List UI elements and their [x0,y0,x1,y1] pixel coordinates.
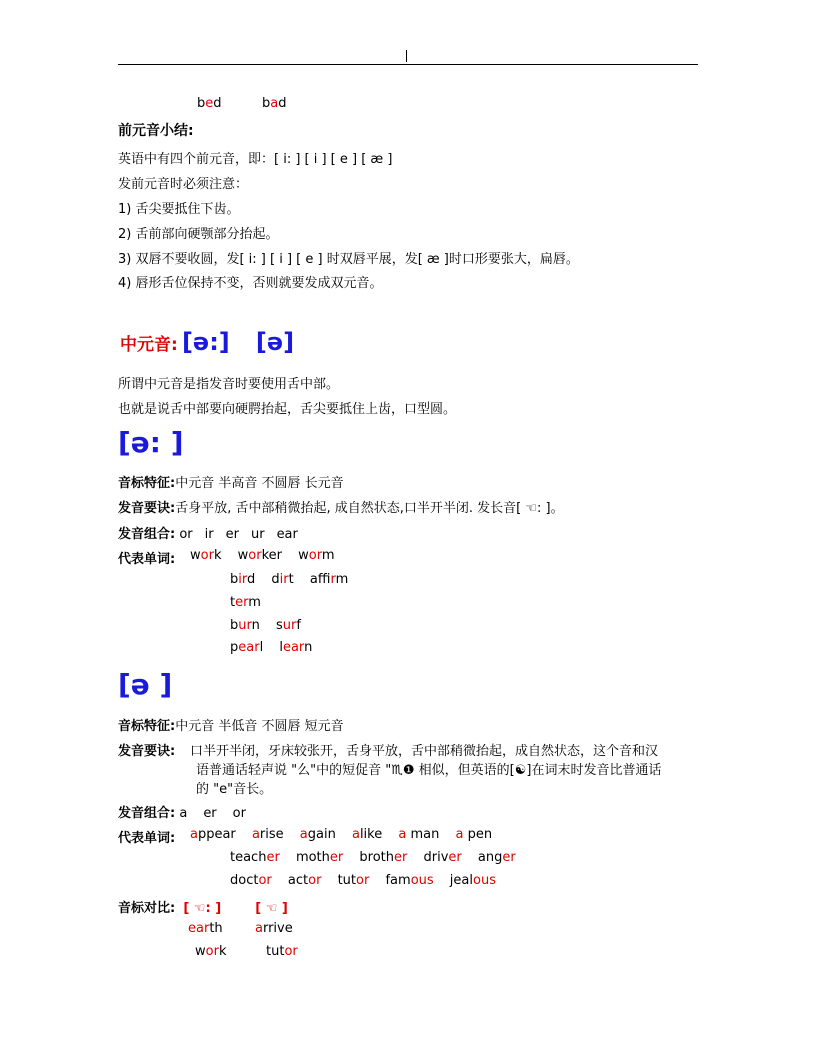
sec2-word-row [230,873,508,888]
central-heading-label: 中元音: [120,335,178,355]
word: worm [298,548,335,563]
central-heading-symbol-long: [ə:] [181,328,230,356]
sec2-compare-row: 音标对比: [ ☜: ] [ ☜ ] [118,901,288,916]
top-word-bad: bad [262,96,287,111]
sec1-word-row [230,618,313,633]
word: burn [230,618,260,633]
summary-line: 英语中有四个前元音，即：[ i: ] [ i ] [ e ] [ æ ] [118,152,393,167]
sec2-key-line: 口半开半闭，牙床较张开，舌身平放，舌中部稍微抬起，成自然状态，这个音和汉 [190,744,659,759]
top-word-bed: bed [197,96,222,111]
word: surf [276,618,301,633]
compare-word: tutor [266,944,298,959]
word: work [190,548,222,563]
sec2-key-line: 的 "e"音长。 [196,782,273,797]
sec2-feature-row: 音标特征:中元音 半低音 不圆唇 短元音 [118,719,344,734]
sec2-key-line: 语普通话轻声说 "么"中的短促音 "♏❶ 相似，但英语的[☯]在词末时发音比普通话 [196,763,662,778]
word: anger [477,850,516,865]
sec1-key-row: 发音要诀:舌身平放, 舌中部稍微抬起, 成自然状态,口半开半闭. 发长音[ ☜: ]。 [118,501,564,516]
summary-line: 1) 舌尖要抵住下齿。 [118,202,240,217]
word: brother [359,850,408,865]
sec2-word-row [190,827,504,842]
summary-line: 4) 唇形舌位保持不变，否则就要发成双元音。 [118,276,383,291]
word: famous [385,873,434,888]
summary-line: 3) 双唇不要收圆，发[ i: ] [ i ] [ e ] 时双唇平展，发[ æ ]时口形要张大，扁唇。 [118,252,579,267]
sec2-words-label: 代表单词: [118,831,176,846]
sec1-word-row [190,548,347,563]
word: a pen [455,827,493,842]
word: pearl [230,640,264,655]
word: mother [295,850,344,865]
sec1-combo-row: 发音组合: or ir er ur ear [118,527,298,542]
word: term [230,595,261,610]
word: doctor [230,873,272,888]
word: appear [190,827,236,842]
header-mark [406,50,407,62]
sec1-feature-row: 音标特征:中元音 半高音 不圆唇 长元音 [118,476,344,491]
sec1-word-row [230,572,360,587]
word: teacher [230,850,280,865]
compare-symbol-short: [ ☜ ] [255,901,288,916]
word: tutor [337,873,370,888]
sec1-words-label: 代表单词: [118,552,176,567]
word: driver [423,850,462,865]
central-heading-symbol-short: [ə] [255,328,295,356]
sec2-symbol: [ə ] [118,668,173,701]
word: bird [230,572,256,587]
sec2-key-label: 发音要诀: [118,744,176,759]
summary-line: 2) 舌前部向硬颚部分抬起。 [118,227,279,242]
central-heading [120,328,294,356]
word: affirm [309,572,349,587]
word: dirt [271,572,294,587]
word: learn [279,640,313,655]
word: arise [251,827,284,842]
sec2-word-row [230,850,528,865]
summary-line: 发前元音时必须注意： [118,177,249,192]
central-line: 所谓中元音是指发音时要使用舌中部。 [118,377,340,392]
compare-word: earth [188,921,223,936]
word: alike [351,827,383,842]
summary-title: 前元音小结: [118,123,194,139]
sec1-word-row [230,595,273,610]
compare-word: arrive [255,921,293,936]
compare-symbol-long: [ ☜: ] [183,901,222,916]
word: a man [398,827,440,842]
word: jealous [449,873,496,888]
sec1-symbol: [ə: ] [118,426,184,459]
word: actor [287,873,322,888]
word: worker [237,548,282,563]
sec2-combo-row: 发音组合: a er or [118,806,246,821]
word: again [299,827,336,842]
compare-word: work [195,944,227,959]
header-rule [118,64,698,65]
sec1-word-row [230,640,324,655]
central-line: 也就是说舌中部要向硬腭抬起，舌尖要抵住上齿，口型圆。 [118,402,457,417]
